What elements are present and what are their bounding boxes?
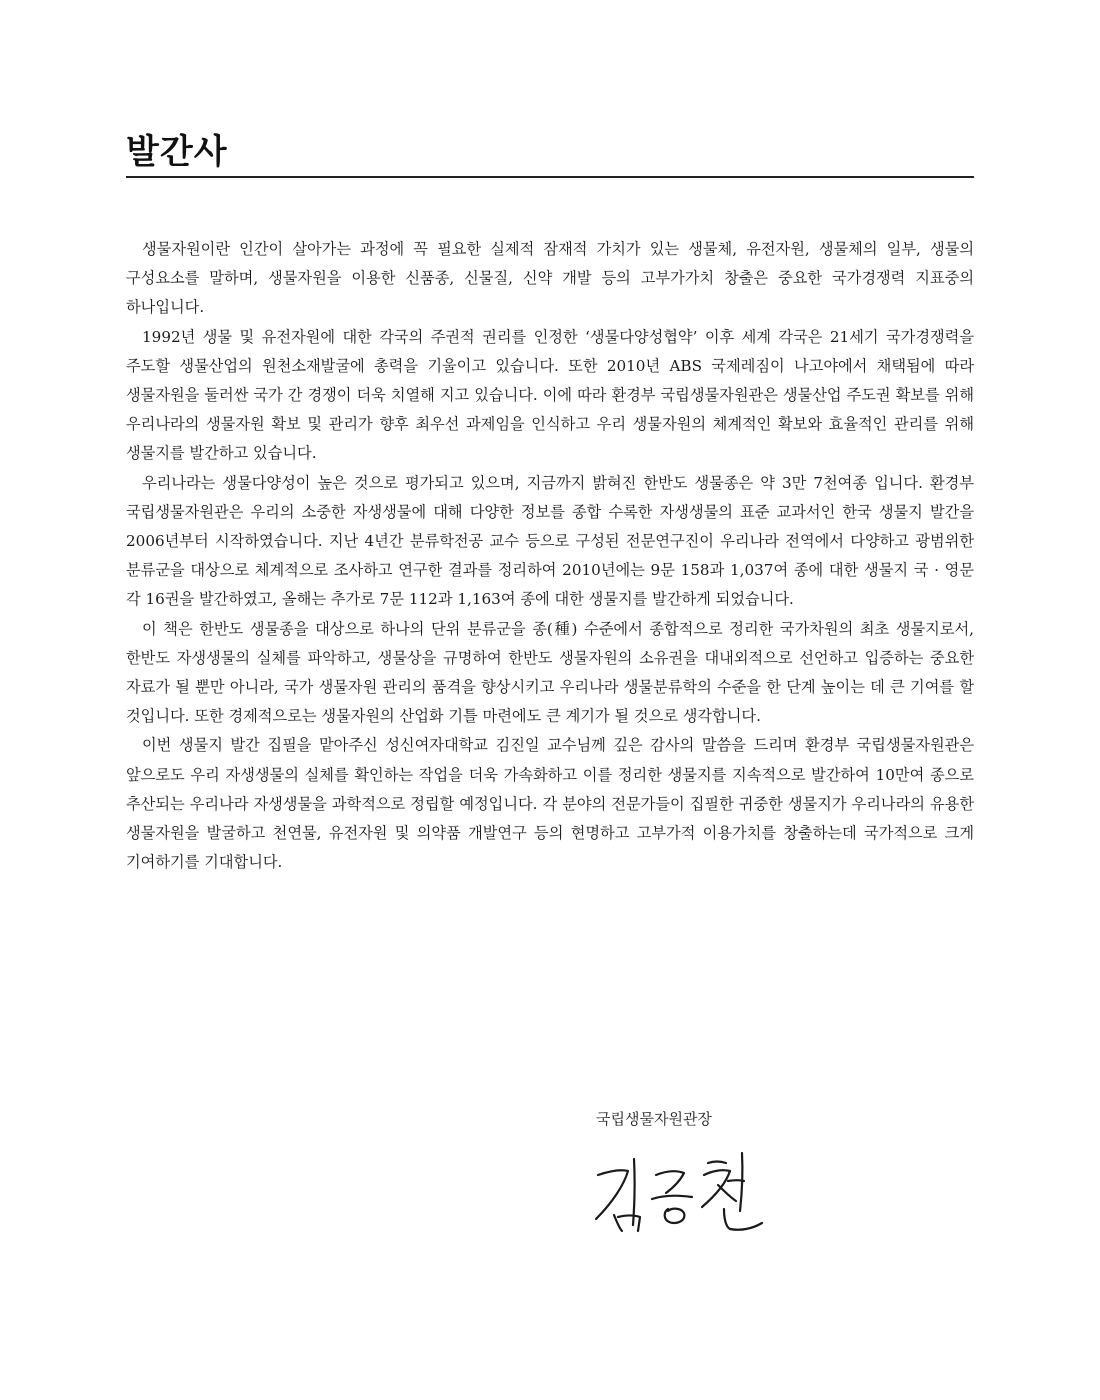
paragraph: 우리나라는 생물다양성이 높은 것으로 평가되고 있으며, 지금까지 밝혀진 한반도 생물종은 약 3만 7천여종 입니다. 환경부 국립생물자원관은 우리의 소중한 자생생물에 대해 다양한 정보를 종합 수록한 자생생물의 표준 교과서인 한국 생물지 발간을 2006년부터 시작하였습니다. 지난 4년간 분류학전공 교수 등으로 구성된 전문연구진이 우리나라 전역에서 다양하고 광범위한 분류군을 대상으로 체계적으로 조사하고 연구한 결과를 정리하여 2010년에는 9문 158과 1,037여 종에 대한 생물지 국 · 영문 각 16권을 발간하였고, 올해는 추가로 7문 112과 1,163여 종에 대한 생물지를 발간하게 되었습니다.: [126, 473, 974, 609]
signatory-title: 국립생물자원관장: [596, 1110, 712, 1128]
handwritten-signature: [590, 1145, 790, 1235]
paragraph: 1992년 생물 및 유전자원에 대한 각국의 주권적 권리를 인정한 ‘생물다양성협약’ 이후 세계 각국은 21세기 국가경쟁력을 주도할 생물산업의 원천소재발굴에 총력을 기울이고 있습니다. 또한 2010년 ABS 국제레짐이 나고야에서 채택됨에 따라 생물자원을 둘러싼 국가 간 경쟁이 더욱 치열해 지고 있습니다. 이에 따라 환경부 국립생물자원관은 생물산업 주도권 확보를 위해 우리나라의 생물자원 확보 및 관리가 향후 최우선 과제임을 인식하고 우리 생물자원의 체계적인 확보와 효율적인 관리를 위해 생물지를 발간하고 있습니다.: [126, 327, 974, 463]
paragraph: 이 책은 한반도 생물종을 대상으로 하나의 단위 분류군을 종(種) 수준에서 종합적으로 정리한 국가차원의 최초 생물지로서, 한반도 자생생물의 실체를 파악하고, 생물상을 규명하여 한반도 생물자원의 소유권을 대내외적으로 선언하고 입증하는 중요한 자료가 될 뿐만 아니라, 국가 생물자원 관리의 품격을 향상시키고 우리나라 생물분류학의 수준을 한 단계 높이는 데 큰 기여를 할 것입니다. 또한 경제적으로는 생물자원의 산업화 기틀 마련에도 큰 계기가 될 것으로 생각합니다.: [126, 619, 975, 726]
signature-block: [590, 1108, 810, 1235]
body-text: [126, 235, 974, 877]
signature-drawing: [590, 1145, 790, 1235]
title-underline: [126, 176, 974, 178]
page-title: 발간사: [126, 132, 228, 172]
paragraph: 이번 생물지 발간 집필을 맡아주신 성신여자대학교 김진일 교수님께 깊은 감사의 말씀을 드리며 환경부 국립생물자원관은 앞으로도 우리 자생생물의 실체를 확인하는 작업을 더욱 가속화하고 이를 정리한 생물지를 지속적으로 발간하여 10만여 종으로 추산되는 우리나라 자생생물을 과학적으로 정립할 예정입니다. 각 분야의 전문가들이 집필한 귀중한 생물지가 우리나라의 유용한 생물자원을 발굴하고 천연물, 유전자원 및 의약품 개발연구 등의 현명하고 고부가적 이용가치를 창출하는데 국가적으로 크게 기여하기를 기대합니다.: [126, 736, 974, 872]
paragraph: 생물자원이란 인간이 살아가는 과정에 꼭 필요한 실제적 잠재적 가치가 있는 생물체, 유전자원, 생물체의 일부, 생물의 구성요소를 말하며, 생물자원을 이용한 신품종, 신물질, 신약 개발 등의 고부가가치 창출은 중요한 국가경쟁력 지표중의 하나입니다.: [126, 240, 974, 317]
